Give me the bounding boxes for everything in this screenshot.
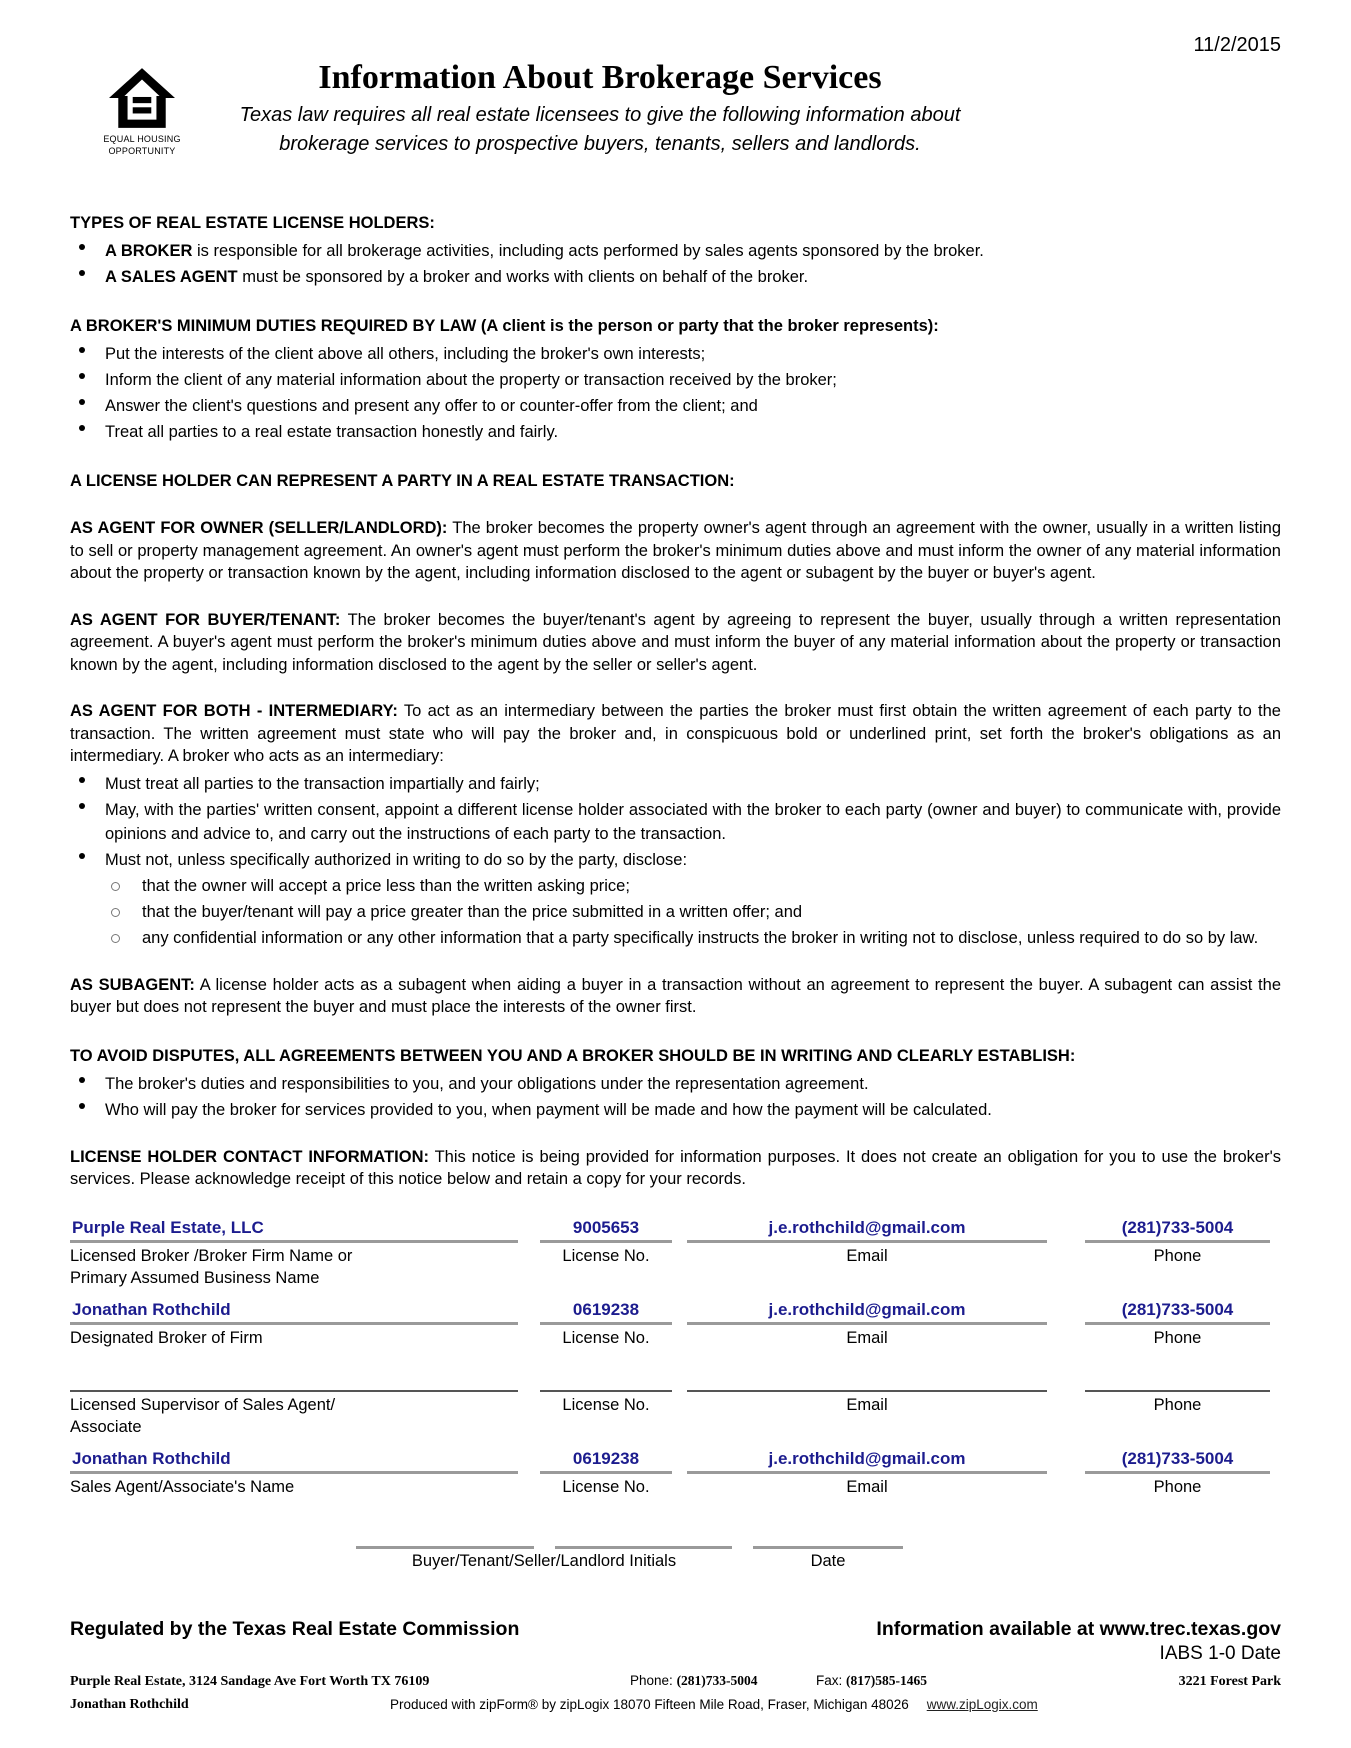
- revision-date: 11/2/2015: [1193, 34, 1281, 56]
- list-sub-item: that the buyer/tenant will pay a price greater than the price submitted in a written offer; and: [70, 900, 1281, 924]
- supervisor-email-field[interactable]: [687, 1359, 1047, 1392]
- bullet-icon: [79, 399, 85, 405]
- table-row: [70, 1299, 1281, 1349]
- subagent-paragraph: AS SUBAGENT: A license holder acts as a subagent when aiding a buyer in a transaction without an agreement to represent the buyer. A subagent can assist the buyer but does not represent the buyer and must place the interests of the owner first.: [70, 975, 1281, 1016]
- designated-broker-license-field[interactable]: 0619238: [540, 1299, 672, 1325]
- bullet-icon: [79, 425, 85, 431]
- disputes-bullets: [70, 1072, 1281, 1122]
- page-title: Information About Brokerage Services: [318, 59, 882, 96]
- footer-produced-row: [70, 1695, 1281, 1714]
- list-item: May, with the parties' written consent, appoint a different license holder associated with the broker to each party (owner and buyer) to communicate with, provide opinions and advice to, and carry out the instructions of each party to the transaction.: [70, 798, 1281, 846]
- footer-fax-label: Fax:: [816, 1672, 843, 1688]
- list-item: Must not, unless specifically authorized in writing to do so by the party, disclose:: [70, 848, 1281, 872]
- supervisor-license-field[interactable]: [540, 1359, 672, 1392]
- broker-phone-field[interactable]: (281)733-5004: [1085, 1217, 1270, 1243]
- list-sub-item: that the owner will accept a price less than the written asking price;: [70, 874, 1281, 898]
- list-item: Answer the client's questions and present any offer to or counter-offer from the client; and: [70, 394, 1281, 418]
- list-item: A SALES AGENT must be sponsored by a broker and works with clients on behalf of the broker.: [70, 265, 1281, 289]
- license-label: License No.: [562, 1477, 650, 1496]
- license-label: License No.: [562, 1395, 650, 1414]
- bullet-icon: [79, 803, 85, 809]
- broker-license-field[interactable]: 9005653: [540, 1217, 672, 1243]
- phone-label: Phone: [1153, 1328, 1202, 1347]
- circle-bullet-icon: [111, 934, 120, 943]
- footer-fax-value: (817)585-1465: [846, 1672, 928, 1688]
- list-item: The broker's duties and responsibilities to you, and your obligations under the representation agreement.: [70, 1072, 1281, 1096]
- sales-agent-label: Sales Agent/Associate's Name: [70, 1477, 295, 1496]
- footer-phone-value: (281)733-5004: [676, 1672, 758, 1688]
- ziplogix-link[interactable]: www.zipLogix.com: [926, 1696, 1038, 1712]
- contact-info-paragraph: LICENSE HOLDER CONTACT INFORMATION: This notice is being provided for information purposes. It does not create an obligation for you to use the broker's services. Please acknowledge receipt of this notice below and retain a copy for your records.: [70, 1147, 1281, 1188]
- list-item: Inform the client of any material information about the property or transaction received by the broker;: [70, 368, 1281, 392]
- footer-secondary-address: 3221 Forest Park: [1178, 1673, 1281, 1689]
- license-label: License No.: [562, 1328, 650, 1347]
- duties-bullets: [70, 342, 1281, 444]
- sales-agent-email-field[interactable]: j.e.rothchild@gmail.com: [687, 1448, 1047, 1474]
- sales-agent-phone-field[interactable]: (281)733-5004: [1085, 1448, 1270, 1474]
- bullet-icon: [79, 853, 85, 859]
- broker-email-field[interactable]: j.e.rothchild@gmail.com: [687, 1217, 1047, 1243]
- broker-firm-name-label: Licensed Broker /Broker Firm Name or Primary Assumed Business Name: [70, 1246, 353, 1287]
- agent-for-both-paragraph: AS AGENT FOR BOTH - INTERMEDIARY: To act as an intermediary between the parties the broker must first obtain the written agreement of each party to the transaction. The written agreement must state who will pay the broker and, in conspicuous bold or underlined print, set forth the broker's obligations as an intermediary. A broker who acts as an intermediary:: [70, 702, 1281, 765]
- designated-broker-name-field[interactable]: Jonathan Rothchild: [70, 1299, 518, 1325]
- bullet-icon: [79, 244, 85, 250]
- represent-heading: A LICENSE HOLDER CAN REPRESENT A PARTY IN A REAL ESTATE TRANSACTION:: [70, 472, 735, 490]
- sales-agent-name-field[interactable]: Jonathan Rothchild: [70, 1448, 518, 1474]
- designated-broker-email-field[interactable]: j.e.rothchild@gmail.com: [687, 1299, 1047, 1325]
- license-holder-contact-table: [70, 1217, 1281, 1498]
- supervisor-phone-field[interactable]: [1085, 1359, 1270, 1392]
- bullet-icon: [79, 373, 85, 379]
- initials-line-1[interactable]: [356, 1524, 534, 1549]
- bullet-icon: [79, 347, 85, 353]
- date-line[interactable]: [753, 1524, 903, 1549]
- types-heading: TYPES OF REAL ESTATE LICENSE HOLDERS:: [70, 214, 435, 232]
- footer-agent-name: Jonathan Rothchild: [70, 1696, 189, 1712]
- date-label: Date: [810, 1551, 846, 1570]
- broker-firm-name-field[interactable]: Purple Real Estate, LLC: [70, 1217, 518, 1243]
- initials-line-2[interactable]: [555, 1524, 732, 1549]
- equal-housing-house-icon: [109, 68, 175, 128]
- list-sub-item: any confidential information or any other information that a party specifically instructs the broker in writing not to disclose, unless required to do so by law.: [70, 926, 1281, 950]
- footer-phone-label: Phone:: [630, 1672, 673, 1688]
- email-label: Email: [846, 1246, 888, 1265]
- list-item: Treat all parties to a real estate transaction honestly and fairly.: [70, 420, 1281, 444]
- designated-broker-phone-field[interactable]: (281)733-5004: [1085, 1299, 1270, 1325]
- email-label: Email: [846, 1477, 888, 1496]
- bullet-icon: [79, 777, 85, 783]
- phone-label: Phone: [1153, 1477, 1202, 1496]
- regulated-by-text: Regulated by the Texas Real Estate Commission: [70, 1617, 520, 1640]
- initials-label: Buyer/Tenant/Seller/Landlord Initials: [411, 1551, 677, 1570]
- phone-label: Phone: [1153, 1395, 1202, 1414]
- intermediary-bullets: [70, 772, 1281, 950]
- list-item: Must treat all parties to the transaction impartially and fairly;: [70, 772, 1281, 796]
- email-label: Email: [846, 1395, 888, 1414]
- phone-label: Phone: [1153, 1246, 1202, 1265]
- footer-office-row: [70, 1671, 1281, 1691]
- signature-area: [356, 1524, 1281, 1549]
- list-item: A BROKER is responsible for all brokerage activities, including acts performed by sales agents sponsored by the broker.: [70, 239, 1281, 263]
- agent-for-buyer-paragraph: AS AGENT FOR BUYER/TENANT: The broker becomes the buyer/tenant's agent by agreeing to represent the buyer, usually through a written representation agreement. A buyer's agent must perform the broker's minimum duties above and must inform the buyer of any material information about the property or transaction known by the agent, including information disclosed to the agent by the seller or seller's agent.: [70, 610, 1281, 674]
- bullet-icon: [79, 270, 85, 276]
- table-row: [70, 1217, 1281, 1289]
- duties-heading: A BROKER'S MINIMUM DUTIES REQUIRED BY LAW (A client is the person or party that the broker represents):: [70, 317, 939, 335]
- disputes-heading: TO AVOID DISPUTES, ALL AGREEMENTS BETWEEN YOU AND A BROKER SHOULD BE IN WRITING AND CLEARLY ESTABLISH:: [70, 1046, 1076, 1065]
- circle-bullet-icon: [111, 882, 120, 891]
- form-header: [70, 58, 1281, 186]
- info-available-text: Information available at www.trec.texas.gov: [876, 1617, 1281, 1640]
- supervisor-label: Licensed Supervisor of Sales Agent/ Associate: [70, 1395, 336, 1436]
- types-bullets: [70, 239, 1281, 289]
- bullet-icon: [79, 1103, 85, 1109]
- email-label: Email: [846, 1328, 888, 1347]
- list-item: Put the interests of the client above all others, including the broker's own interests;: [70, 342, 1281, 366]
- circle-bullet-icon: [111, 908, 120, 917]
- office-address: Purple Real Estate, 3124 Sandage Ave Fort Worth TX 76109: [70, 1673, 430, 1689]
- list-item: Who will pay the broker for services provided to you, when payment will be made and how the payment will be calculated.: [70, 1098, 1281, 1122]
- table-row: [70, 1448, 1281, 1498]
- table-row: [70, 1359, 1281, 1438]
- agent-for-owner-paragraph: AS AGENT FOR OWNER (SELLER/LANDLORD): The broker becomes the property owner's agent through an agreement with the owner, usually in a written listing to sell or property management agreement. An owner's agent must perform the broker's minimum duties above and must inform the owner of any material information about the property or transaction known by the agent, including information disclosed to the agent or subagent by the buyer or buyer's agent.: [70, 519, 1281, 582]
- designated-broker-label: Designated Broker of Firm: [70, 1328, 263, 1347]
- page-subtitle: Texas law requires all real estate licensees to give the following information about brokerage services to prospective buyers, tenants, sellers and landlords.: [239, 104, 961, 155]
- logo-caption: EQUAL HOUSING OPPORTUNITY: [103, 134, 181, 156]
- produced-with-text: Produced with zipForm® by zipLogix 18070 Fifteen Mile Road, Fraser, Michigan 48026: [390, 1696, 909, 1712]
- license-label: License No.: [562, 1246, 650, 1265]
- supervisor-name-field[interactable]: [70, 1359, 518, 1392]
- iabs-version-text: IABS 1-0 Date: [1159, 1642, 1281, 1664]
- bullet-icon: [79, 1077, 85, 1083]
- equal-housing-logo: [92, 68, 192, 157]
- sales-agent-license-field[interactable]: 0619238: [540, 1448, 672, 1474]
